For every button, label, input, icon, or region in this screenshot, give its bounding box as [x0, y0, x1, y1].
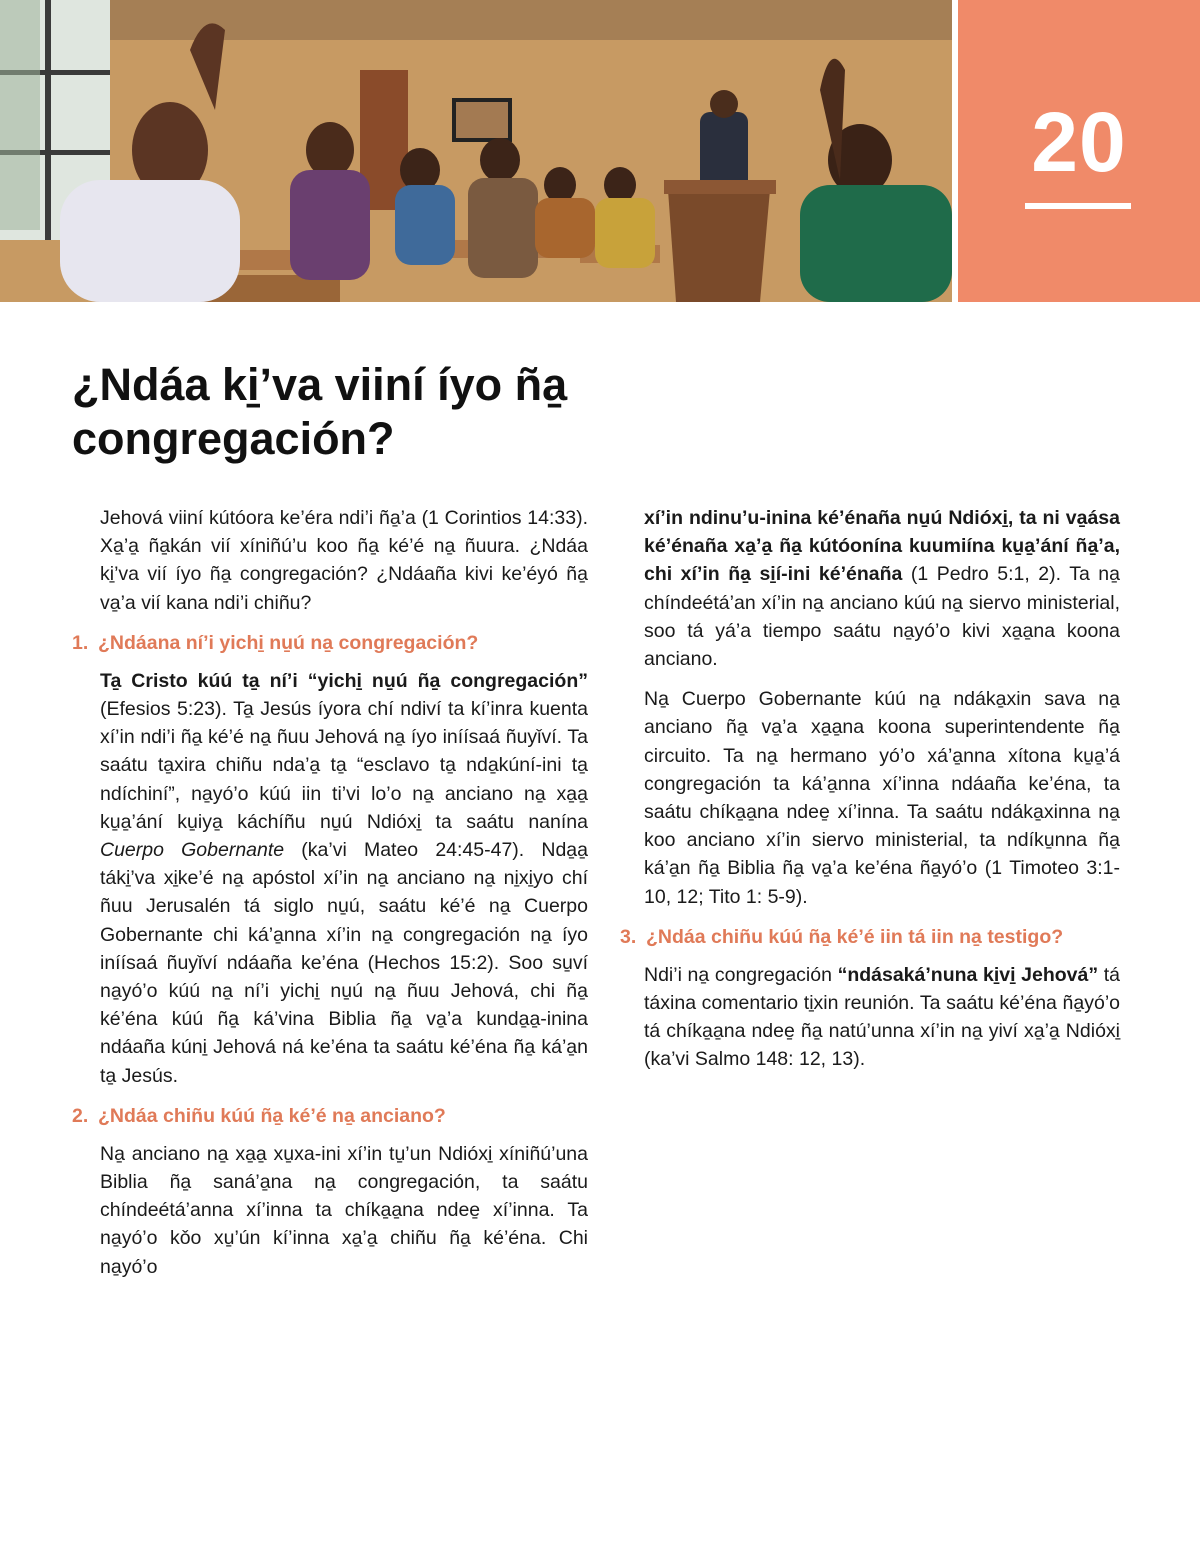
page-title: ¿Ndáa ki̱’va viiní íyo ña̱ congregación? — [72, 359, 568, 464]
question-2 — [72, 1102, 588, 1130]
question-3 — [620, 923, 1120, 951]
question-2-text: ¿Ndáa chiñu kúú ña̱ ké’é na̱ anciano? — [98, 1104, 446, 1127]
answer-3-text-b: tá táxina comentario ti̱xin reunión. Ta saátu ké’éna ña̱yó’o tá chíka̱a̱na ndee̱ ña̱ natú’unna xí’in na̱ yiví xa̱’a̱ Ndióxi̱ (ka’vi Salmo 148: 12, 13). — [644, 963, 1120, 1071]
lesson-number-underline — [1025, 203, 1131, 209]
hero-photo — [0, 0, 952, 302]
lesson-number-box — [958, 0, 1200, 302]
question-3-number: 3. — [620, 925, 637, 948]
answer-2-continued — [620, 504, 1120, 673]
lesson-number: 20 — [1031, 95, 1127, 189]
answer-1-text-b: (ka’vi Mateo 24:45-47). Nda̱a̱ táki̱’va xi̱ke’é na̱ apóstol xí’in na̱ anciano na̱ ni̱xi̱yo chí ñuu Jerusalén tá siglo nu̱ú, saátu ké’é na̱ Cuerpo Gobernante chi ká’a̱nna xí’in na̱ congregación na̱ íyo iníísaá ñuyǐví ndáaña ke’éna (Hechos 15:2). Soo su̱ví na̱yó’o kúú na̱ ní’i yichi̱ nu̱ú na̱ ñuu Jehová, chi ña̱ ké’éna kúú ña̱ ká’vina Biblia ña̱ va̱’a kunda̱a̱-inina ndáaña kúni̱ Jehová ná ke’éna ta saátu ké’éna ña̱ ká’a̱n ta̱ Jesús. — [100, 839, 588, 1087]
answer-3-bold-mid: “ndásaká’nuna ki̱vi̱ Jehová” — [837, 963, 1099, 986]
question-3-text: ¿Ndáa chiñu kúú ña̱ ké’é iin tá iin na̱ testigo? — [646, 925, 1064, 948]
congregation-meeting-illustration — [0, 0, 952, 302]
answer-2-paragraph-2: Na̱ Cuerpo Gobernante kúú na̱ ndáka̱xin sava na̱ anciano ña̱ va̱’a xa̱a̱na koona superintendente ña̱ circuito. Ta na̱ hermano yó’o xá’a̱nna xítona ku̱a̱’á congregación ta ká’a̱nna xí’inna ndáaña ke’éna, ta saátu chíka̱a̱na ndee̱ xí’inna. Ta saátu ndáka̱xinna na̱ koo anciano xí’in siervo ministerial, ta ndíku̱nna ña̱ ká’a̱n ña̱ Biblia ña̱ va̱’a ke’éna ña̱yó’o (1 Timoteo 3:1-10, 12; Tito 1: 5-9). — [644, 688, 1120, 908]
answer-1-bold-lead: Ta̱ Cristo kúú ta̱ ní’i “yichi̱ nu̱ú ña̱ congregación” — [100, 669, 588, 692]
question-1-number: 1. — [72, 631, 89, 654]
answer-1-italic: Cuerpo Gobernante — [100, 839, 285, 862]
intro-paragraph: Jehová viiní kútóora ke’éra ndi’i ña̱’a (1 Corintios 14:33). Xa̱’a̱ ña̱kán vií xíniñú’u koo ña̱ ké’é na̱ ñuura. ¿Ndáa ki̱’va vií íyo ña̱ congregación? ¿Ndáaña kivi ke’éyó ña̱ va̱’a vií kana ndi’i chiñu? — [100, 507, 588, 614]
answer-2-text-b: (1 Pedro 5:1, 2). Ta na̱ chíndeétá’an xí’in na̱ anciano kúú na̱ siervo ministerial, soo tá yá’a tiempo saátu na̱yó’o kivi xa̱a̱na koona anciano. — [644, 563, 1120, 671]
answer-3-paragraph — [620, 961, 1120, 1074]
answer-2-text-a: Na̱ anciano na̱ xa̱a̱ xu̱xa-ini xí’in tu̱’un Ndióxi̱ xíniñú’una Biblia ña̱ saná’a̱na na̱ congregación, ta saátu chíndeétá’anna xí’inna ta chíka̱a̱na ndee̱ xí’inna. Ta na̱yó’o kǒo xu̱’ún kí’inna xa̱’a̱ chiñu ña̱ ké’éna. Chi na̱yó’o — [100, 1142, 588, 1278]
right-column — [620, 504, 1120, 1086]
left-column — [72, 504, 588, 1293]
answer-2-bold-mid: xí’in ndinu’u-inina ké’énaña nu̱ú Ndióxi̱, ta ni va̱ása ké’énaña xa̱’a̱ ña̱ kútóonína kuumiína ku̱a̱’ání ña̱’a, chi xí’in ña̱ si̱í-ini ké’énaña — [644, 507, 1120, 586]
question-1-text: ¿Ndáana ní’i yichi̱ nu̱ú na̱ congregación? — [98, 631, 479, 654]
question-1 — [72, 629, 588, 657]
answer-3-text-a: Ndi’i na̱ congregación — [644, 963, 838, 986]
question-2-number: 2. — [72, 1104, 89, 1127]
answer-1-text-a: (Efesios 5:23). Ta̱ Jesús íyora chí ndiví ta kí’inra kuenta xí’in ndi’i ña̱ ké’é na̱ ñuu Jehová na̱ íyo iníísaá ñuyǐví. Ta saátu ta̱xira chiñu nda’a̱ ta̱ “esclavo ta̱ nda̱kúní-ini ta̱ ndíchiní”, na̱yó’o kúú iin ti’vi lo’o na̱ anciano na̱ xa̱a̱ ku̱a̱’ání ku̱iya̱ káchíñu nu̱ú Ndióxi̱ ta saátu nanína — [100, 698, 588, 833]
answer-2-paragraph — [72, 1140, 588, 1281]
answer-1-paragraph — [72, 667, 588, 1090]
